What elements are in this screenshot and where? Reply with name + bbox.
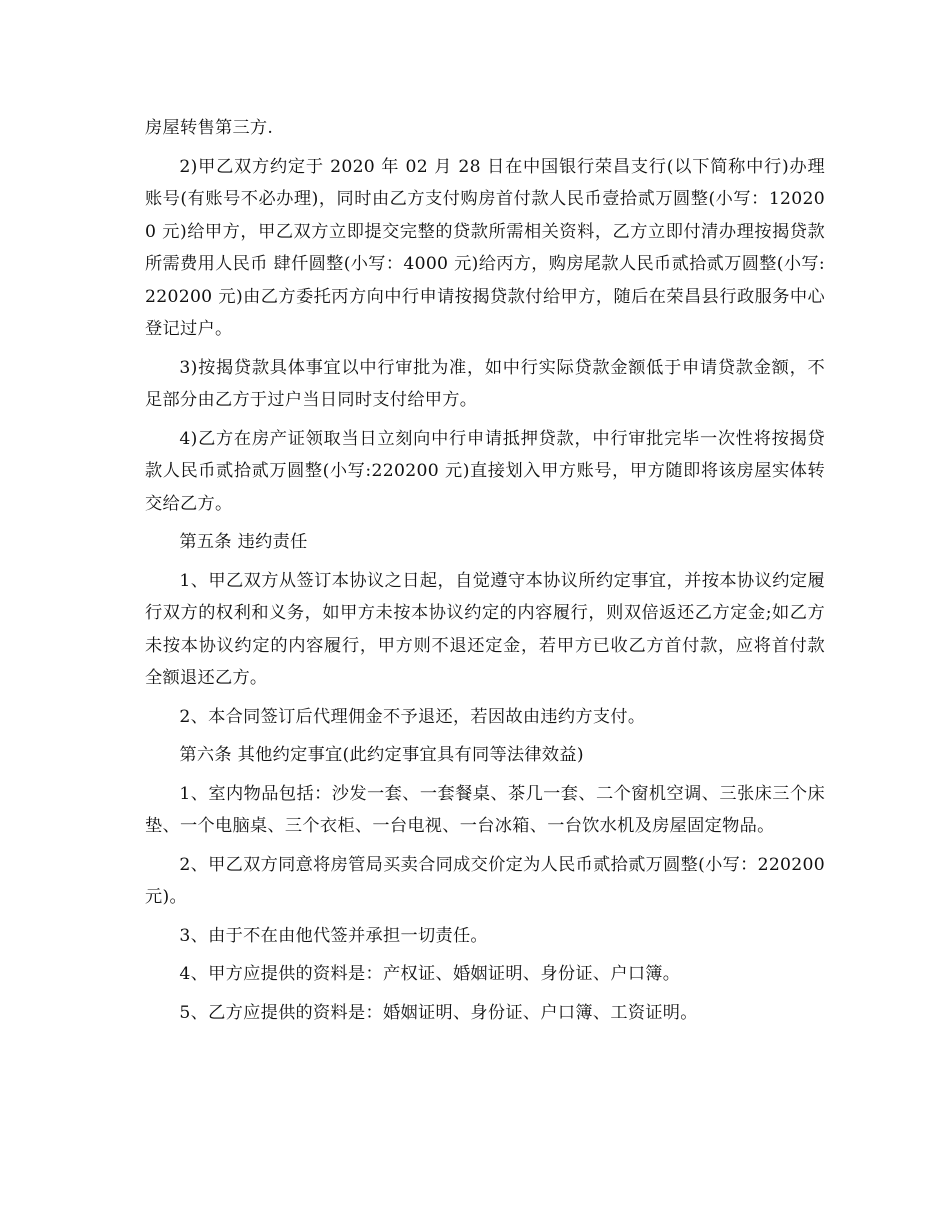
paragraph-clause-3: 3)按揭贷款具体事宜以中行审批为准，如中行实际贷款金额低于申请贷款金额，不足部分由乙方于过户当日同时支付给甲方。 — [145, 357, 825, 410]
paragraph-clause-4: 4)乙方在房产证领取当日立刻向中行申请抵押贷款，中行审批完毕一次性将按揭贷款人民币贰拾贰万圆整(小写:220200 元)直接划入甲方账号，甲方随即将该房屋实体转交给乙方。 — [145, 428, 825, 514]
document-body — [145, 112, 825, 1035]
paragraph-other-2: 2、甲乙双方同意将房管局买卖合同成交价定为人民币贰拾贰万圆整(小写：220200 元)。 — [145, 854, 825, 907]
paragraph-breach-2: 2、本合同签订后代理佣金不予退还，若因故由违约方支付。 — [179, 706, 646, 727]
paragraph-other-1: 1、室内物品包括：沙发一套、一套餐桌、茶几一套、二个窗机空调、三张床三个床垫、一个电脑桌、三个衣柜、一台电视、一台冰箱、一台饮水机及房屋固定物品。 — [145, 783, 825, 836]
paragraph-other-3: 3、由于不在由他代签并承担一切责任。 — [179, 925, 488, 946]
section-heading-article-5: 第五条 违约责任 — [179, 532, 308, 552]
paragraph-other-4: 4、甲方应提供的资料是：产权证、婚姻证明、身份证、户口簿。 — [179, 964, 681, 984]
paragraph-other-5: 5、乙方应提供的资料是：婚姻证明、身份证、户口簿、工资证明。 — [179, 1002, 698, 1023]
paragraph-continuation: 房屋转售第三方. — [145, 118, 274, 138]
paragraph-clause-2: 2)甲乙双方约定于 2020 年 02 月 28 日在中国银行荣昌支行(以下简称中行)办理账号(有账号不必办理)，同时由乙方支付购房首付款人民币壹拾贰万圆整(小写：120200 元)给甲方，甲乙双方立即提交完整的贷款所需相关资料，乙方立即付清办理按揭贷款所需费用人民币 肆仟圆整(小写：4000 元)给丙方，购房尾款人民币贰拾贰万圆整(小写:220200 元)由乙方委托丙方向中行申请按揭贷款付给甲方，随后在荣昌县行政服务中心登记过户。 — [145, 156, 825, 339]
section-heading-article-6: 第六条 其他约定事宜(此约定事宜具有同等法律效益) — [179, 745, 584, 765]
paragraph-breach-1: 1、甲乙双方从签订本协议之日起，自觉遵守本协议所约定事宜，并按本协议约定履行双方的权利和义务，如甲方未按本协议约定的内容履行，则双倍返还乙方定金;如乙方未按本协议约定的内容履行，甲方则不退还定金，若甲方已收乙方首付款，应将首付款全额退还乙方。 — [145, 570, 825, 688]
